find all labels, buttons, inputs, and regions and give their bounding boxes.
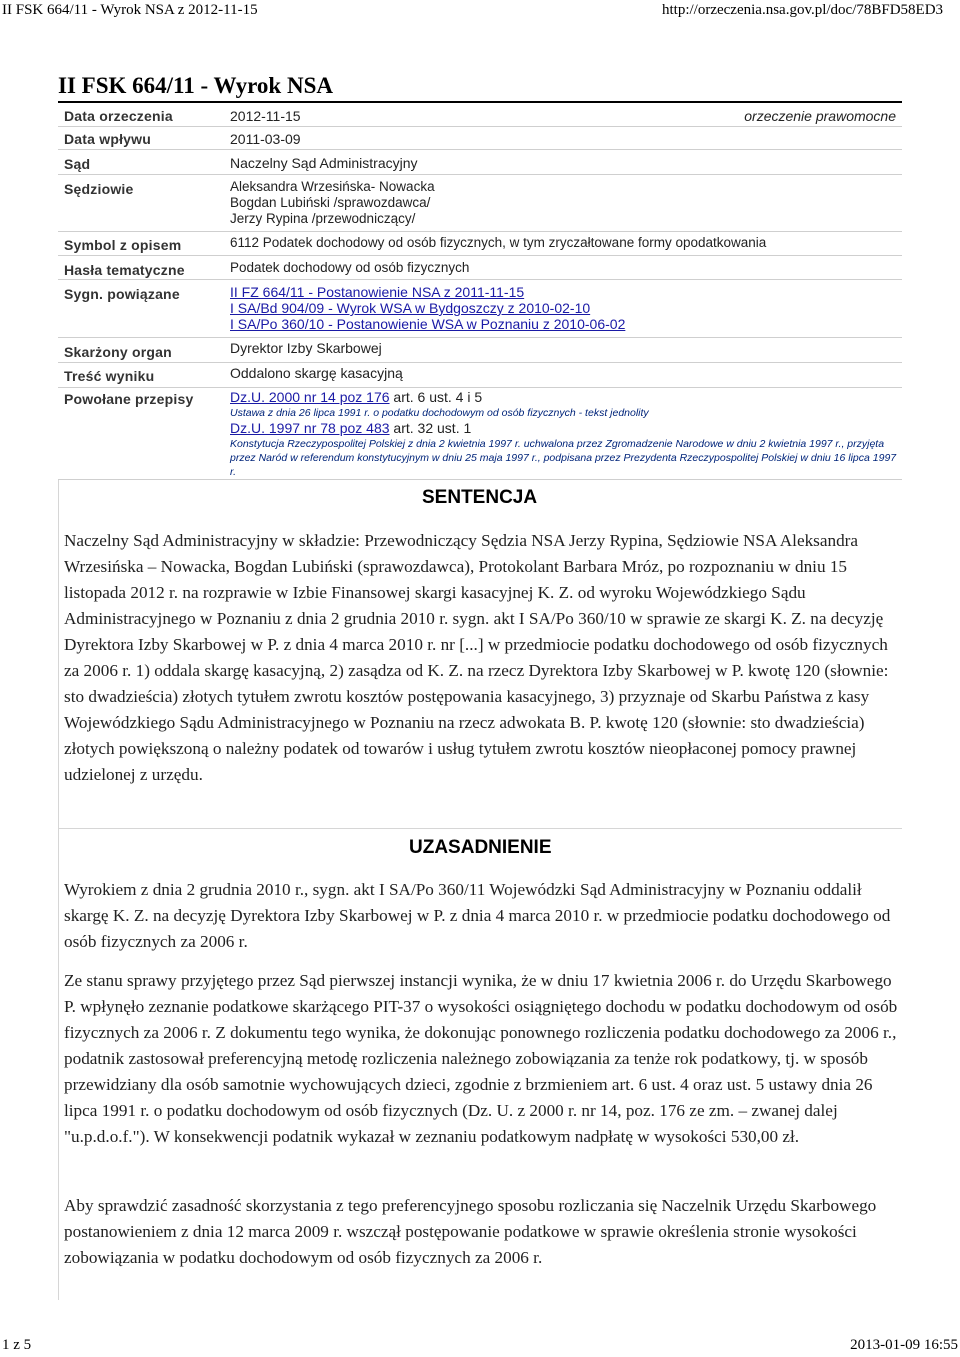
sentencja-heading: SENTENCJA <box>422 487 538 508</box>
meta-label: Data wpływu <box>64 131 151 147</box>
sentencja-text: Naczelny Sąd Administracyjny w składzie: Przewodniczący Sędzia NSA Jerzy Rypina, Sędziowie NSA Aleksandra Wrzesińska – Nowacka, Bogdan Lubiński (sprawozdawca), Protokolant Barbara Mróz, po rozpoznaniu w dniu 15 listopada 2012 r. na rozprawie w Izbie Finansowej skargi kasacyjnej K. Z. od wyroku Wojewódzkiego Sądu Administracyjnego w Poznaniu z dnia 2 grudnia 2010 r. sygn. akt I SA/Po 360/10 w sprawie ze skargi K. Z. na decyzję Dyrektora Izby Skarbowej w P. z dnia 4 marca 2010 r. nr [...] w przedmiocie podatku dochodowego od osób fizycznych za 2006 r. 1) oddala skargę kasacyjną, 2) zasądza od K. Z. na rzecz Dyrektora Izby Skarbowej w P. kwotę 120 (słownie: sto dwadzieścia) złotych tytułem zwrotu kosztów postępowania kasacyjnego, 3) przyznaje od Skarbu Państwa z kasy Wojewódzkiego Sądu Administracyjnego w Poznaniu na rzecz adwokata B. P. kwotę 120 (słownie: sto dwadzieścia) złotych powiększoną o należny podatek od towarów i usług tytułem zwrotu kosztów nieopłaconej pomocy prawnej udzielonej z urzędu. <box>64 531 889 784</box>
judges-list <box>230 179 435 227</box>
print-datetime: 2013-01-09 16:55 <box>850 1337 958 1353</box>
print-header-title: II FSK 664/11 - Wyrok NSA z 2012-11-15 <box>2 2 258 18</box>
print-footer <box>0 1337 960 1357</box>
uzasadnienie-heading: UZASADNIENIE <box>409 837 552 858</box>
uzasadnienie-paragraph: Wyrokiem z dnia 2 grudnia 2010 r., sygn. akt I SA/Po 360/11 Wojewódzki Sąd Administracyjny w Poznaniu oddalił skargę K. Z. na decyzję Dyrektora Izby Skarbowej w P. z dnia 4 marca 2010 r. w przedmiocie podatku dochodowego od osób fizycznych za 2006 r. <box>64 880 891 951</box>
meta-value: 2011-03-09 <box>230 131 301 147</box>
meta-row-organ <box>58 338 902 363</box>
provision-link[interactable]: Dz.U. 1997 nr 78 poz 483 <box>230 420 390 436</box>
print-header <box>0 2 960 24</box>
section-divider <box>58 828 902 829</box>
meta-label: Hasła tematyczne <box>64 262 185 278</box>
uzasadnienie-paragraph: Ze stanu sprawy przyjętego przez Sąd pierwszej instancji wynika, że w dniu 17 kwietnia 2006 r. do Urzędu Skarbowego P. wpłynęło zeznanie podatkowe skarżącego PIT-37 o wysokości osiągniętego dochodu w podatku dochodowym od osób fizycznych za 2006 r. Z dokumentu tego wynika, że dokonując ponownego rozliczenia podatku dochodowego za 2006 r., podatnik zastosował preferencyjną metodę rozliczenia należnego zobowiązania za tenże rok podatkowy, tj. w sposób przewidziany dla osób samotnie wychowujących dzieci, zgodnie z brzmieniem art. 6 ust. 4 oraz ust. 5 ustawy dnia 26 lipca 1991 r. o podatku dochodowym od osób fizycznych (Dz. U. z 2000 r. nr 14, poz. 176 ze zm. – zwanej dalej "u.p.d.o.f."). W konsekwencji podatnik wykazał w zeznaniu podatkowym nadpłatę w wysokości 530,00 zł. <box>64 971 898 1146</box>
uzasadnienie-paragraph: Aby sprawdzić zasadność skorzystania z tego preferencyjnego sposobu rozliczania się Naczelnik Urzędu Skarbowego postanowieniem z dnia 12 marca 2009 r. wszczął postępowanie podatkowe w sprawie określenia stronie wysokości zobowiązania w podatku dochodowym od osób fizycznych za 2006 r. <box>64 1196 877 1267</box>
page-number: 1 z 5 <box>2 1337 32 1353</box>
related-case-link[interactable]: I SA/Po 360/10 - Postanowienie WSA w Poznaniu z 2010-06-02 <box>230 316 626 332</box>
related-case-link[interactable]: II FZ 664/11 - Postanowienie NSA z 2011-11-15 <box>230 284 525 300</box>
provision-note: Konstytucja Rzeczypospolitej Polskiej z dnia 2 kwietnia 1997 r. uchwalona przez Zgromadzenie Narodowe w dniu 2 kwietnia 1997 r., przyjęta przez Naród w referendum konstytucyjnym w dniu 25 maja 1997 r., podpisana przez Prezydenta Rzeczypospolitej Polskiej w dniu 16 lipca 1997 r. <box>230 438 897 478</box>
meta-value: 2012-11-15 <box>230 108 301 124</box>
meta-label: Powołane przepisy <box>64 391 194 407</box>
meta-row-przepisy <box>58 388 902 480</box>
meta-label: Symbol z opisem <box>64 237 182 253</box>
meta-row-hasla <box>58 256 902 280</box>
meta-row-sygn <box>58 280 902 338</box>
related-cases-list <box>230 284 625 332</box>
meta-label: Skarżony organ <box>64 344 172 360</box>
provision-articles: art. 32 ust. 1 <box>389 420 472 436</box>
meta-value: Podatek dochodowy od osób fizycznych <box>230 260 470 275</box>
provision-link[interactable]: Dz.U. 2000 nr 14 poz 176 <box>230 389 390 405</box>
meta-value: Oddalono skargę kasacyjną <box>230 365 403 381</box>
meta-label: Treść wyniku <box>64 368 155 384</box>
meta-row-sedziowie <box>58 175 902 232</box>
legal-provisions <box>230 389 902 479</box>
document-title: II FSK 664/11 - Wyrok NSA <box>58 73 333 98</box>
meta-row-symbol <box>58 232 902 256</box>
meta-value: Naczelny Sąd Administracyjny <box>230 155 418 171</box>
provision-articles: art. 6 ust. 4 i 5 <box>389 389 483 405</box>
related-case-link[interactable]: I SA/Bd 904/09 - Wyrok WSA w Bydgoszczy z 2010-02-10 <box>230 300 591 316</box>
meta-row-sad <box>58 150 902 175</box>
meta-label: Sąd <box>64 156 91 172</box>
meta-row-tresc <box>58 363 902 388</box>
status-label: orzeczenie prawomocne <box>744 108 896 124</box>
meta-label: Data orzeczenia <box>64 108 173 124</box>
meta-value: Dyrektor Izby Skarbowej <box>230 340 382 356</box>
provision-note: Ustawa z dnia 26 lipca 1991 r. o podatku dochodowym od osób fizycznych - tekst jednolity <box>230 407 649 419</box>
judge-name: Bogdan Lubiński /sprawozdawca/ <box>230 195 431 210</box>
meta-label: Sygn. powiązane <box>64 286 180 302</box>
meta-row-data-wplywu <box>58 127 902 150</box>
meta-value: 6112 Podatek dochodowy od osób fizycznych, w tym zryczałtowane formy opodatkowania <box>230 235 767 250</box>
meta-row-data-orzeczenia <box>58 104 902 127</box>
meta-label: Sędziowie <box>64 181 134 197</box>
content-left-border <box>58 480 59 1300</box>
title-divider <box>58 101 902 103</box>
judge-name: Jerzy Rypina /przewodniczący/ <box>230 211 416 226</box>
print-header-url: http://orzeczenia.nsa.gov.pl/doc/78BFD58ED3 <box>662 2 944 18</box>
judge-name: Aleksandra Wrzesińska- Nowacka <box>230 179 435 194</box>
